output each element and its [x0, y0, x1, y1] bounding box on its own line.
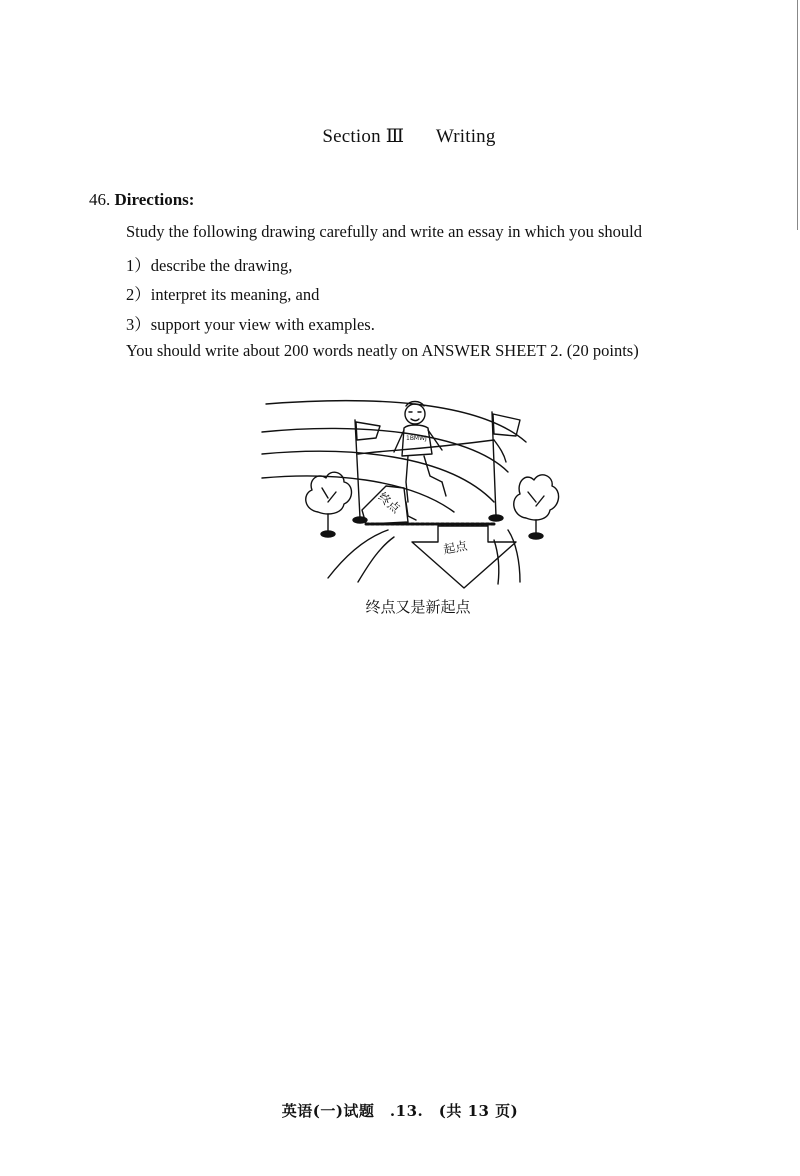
instruction-line-5: You should write about 200 words neatly on ANSWER SHEET 2. (20 points): [126, 341, 639, 360]
track-lane-8: [494, 540, 499, 584]
finish-tape-end: [494, 440, 506, 462]
section-label: Section: [322, 126, 381, 147]
question-heading: [89, 190, 194, 210]
instruction-line-4: 3）support your view with examples.: [126, 315, 375, 334]
track-lane-6: [358, 537, 394, 582]
section-name: Writing: [435, 126, 496, 147]
figure-caption: 终点又是新起点: [365, 598, 471, 616]
finish-line-box: [362, 486, 494, 524]
start-arrow: [412, 526, 516, 588]
directions-label: Directions: [114, 190, 189, 209]
track-lane-5: [328, 530, 388, 578]
track-lane-7: [508, 530, 520, 582]
track-lane-2: [262, 428, 508, 472]
track-lane-1: [266, 401, 526, 442]
page-footer: 英语(一)试题 .13. (共 13 页): [281, 1102, 519, 1120]
instruction-line-2: 1）describe the drawing,: [126, 256, 293, 275]
right-tree: [514, 475, 559, 539]
box-text-finish: 终点: [375, 489, 403, 516]
directions-colon: :: [188, 190, 195, 209]
question-number: 46.: [89, 190, 111, 209]
left-pole-flag: [353, 420, 380, 523]
instruction-line-1: Study the following drawing carefully and write an essay in which you should: [126, 222, 642, 241]
runner-shirt-text: 1BMWJ: [406, 435, 427, 442]
finish-line-drawing: [258, 392, 568, 592]
finish-tape: [358, 440, 494, 454]
instruction-line-3: 2）interpret its meaning, and: [126, 285, 320, 304]
arrow-text-start: 起点: [442, 538, 469, 557]
left-tree: [306, 472, 352, 537]
section-title: [0, 125, 800, 148]
section-numeral: Ⅲ: [385, 126, 405, 147]
scan-edge-line: [797, 0, 798, 230]
